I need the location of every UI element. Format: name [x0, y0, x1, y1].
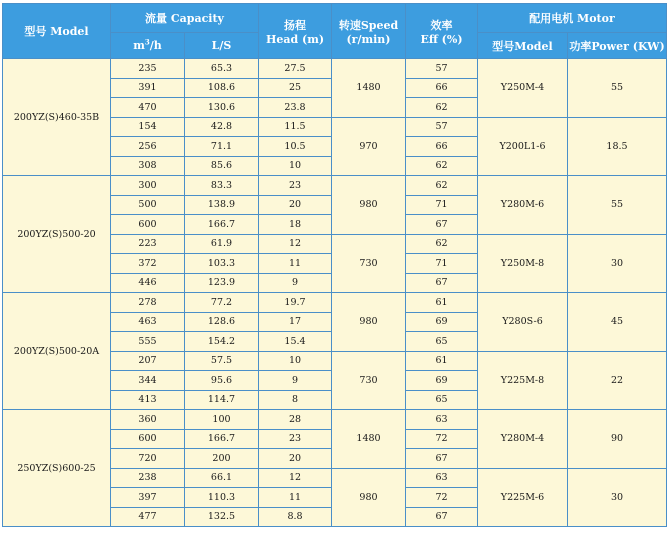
- col-cap-ls: L/S: [185, 33, 259, 59]
- cell-motor-model: Y225M-6: [478, 468, 568, 527]
- cell-head: 28: [259, 410, 332, 430]
- cell-capacity-m3h: 223: [111, 234, 185, 254]
- cell-capacity-ls: 61.9: [185, 234, 259, 254]
- cell-head: 20: [259, 195, 332, 215]
- cell-motor-power: 18.5: [568, 117, 667, 176]
- cell-eff: 66: [406, 137, 478, 157]
- cell-head: 10: [259, 351, 332, 371]
- cell-head: 17: [259, 312, 332, 332]
- col-speed-cn: 转速Speed: [338, 18, 399, 32]
- col-speed: [332, 4, 406, 59]
- col-head-en: Head (m): [265, 32, 325, 46]
- cell-capacity-m3h: 555: [111, 332, 185, 352]
- cell-capacity-ls: 166.7: [185, 215, 259, 235]
- cell-capacity-ls: 83.3: [185, 176, 259, 196]
- table-row: [3, 59, 667, 79]
- cell-model: 200YZ(S)500-20A: [3, 293, 111, 410]
- col-motor-power: 功率Power (KW): [568, 33, 667, 59]
- cell-eff: 62: [406, 234, 478, 254]
- cell-motor-power: 30: [568, 234, 667, 293]
- col-motor-model: 型号Model: [478, 33, 568, 59]
- cell-motor-model: Y200L1-6: [478, 117, 568, 176]
- cell-capacity-ls: 95.6: [185, 371, 259, 391]
- cell-head: 23: [259, 429, 332, 449]
- unit-m: m: [133, 39, 145, 52]
- cell-eff: 69: [406, 371, 478, 391]
- cell-capacity-ls: 108.6: [185, 78, 259, 98]
- cell-capacity-m3h: 720: [111, 449, 185, 469]
- cell-head: 27.5: [259, 59, 332, 79]
- cell-motor-model: Y280M-4: [478, 410, 568, 469]
- cell-capacity-m3h: 413: [111, 390, 185, 410]
- cell-motor-power: 30: [568, 468, 667, 527]
- cell-capacity-ls: 85.6: [185, 156, 259, 176]
- cell-eff: 62: [406, 156, 478, 176]
- cell-speed: 1480: [332, 59, 406, 118]
- cell-capacity-ls: 100: [185, 410, 259, 430]
- cell-speed: 730: [332, 234, 406, 293]
- cell-speed: 980: [332, 468, 406, 527]
- cell-head: 18: [259, 215, 332, 235]
- cell-capacity-ls: 57.5: [185, 351, 259, 371]
- col-capacity: 流量 Capacity: [111, 4, 259, 33]
- cell-capacity-ls: 42.8: [185, 117, 259, 137]
- pump-spec-table-container: [2, 3, 667, 527]
- cell-capacity-m3h: 372: [111, 254, 185, 274]
- table-body: [3, 59, 667, 527]
- cell-model: 200YZ(S)500-20: [3, 176, 111, 293]
- cell-eff: 67: [406, 215, 478, 235]
- cell-capacity-m3h: 397: [111, 488, 185, 508]
- cell-head: 11: [259, 488, 332, 508]
- col-eff: [406, 4, 478, 59]
- table-row: [3, 176, 667, 196]
- cell-head: 9: [259, 371, 332, 391]
- cell-capacity-m3h: 600: [111, 429, 185, 449]
- cell-capacity-m3h: 238: [111, 468, 185, 488]
- cell-head: 23.8: [259, 98, 332, 118]
- table-row: [3, 293, 667, 313]
- cell-capacity-m3h: 391: [111, 78, 185, 98]
- table-row: [3, 410, 667, 430]
- cell-capacity-ls: 103.3: [185, 254, 259, 274]
- col-cap-m3h: [111, 33, 185, 59]
- cell-head: 12: [259, 468, 332, 488]
- cell-motor-model: Y280S-6: [478, 293, 568, 352]
- cell-motor-power: 55: [568, 176, 667, 235]
- cell-motor-model: Y250M-4: [478, 59, 568, 118]
- cell-eff: 63: [406, 410, 478, 430]
- cell-eff: 63: [406, 468, 478, 488]
- cell-eff: 57: [406, 117, 478, 137]
- cell-eff: 61: [406, 351, 478, 371]
- cell-capacity-m3h: 344: [111, 371, 185, 391]
- cell-head: 11: [259, 254, 332, 274]
- cell-capacity-ls: 132.5: [185, 507, 259, 527]
- cell-eff: 66: [406, 78, 478, 98]
- col-eff-cn: 效率: [430, 18, 453, 32]
- cell-head: 23: [259, 176, 332, 196]
- cell-motor-power: 22: [568, 351, 667, 410]
- col-head-cn: 扬程: [284, 18, 306, 32]
- cell-motor-power: 45: [568, 293, 667, 352]
- cell-motor-power: 90: [568, 410, 667, 469]
- cell-eff: 57: [406, 59, 478, 79]
- cell-capacity-ls: 128.6: [185, 312, 259, 332]
- cell-speed: 980: [332, 293, 406, 352]
- cell-eff: 67: [406, 449, 478, 469]
- cell-capacity-ls: 166.7: [185, 429, 259, 449]
- cell-capacity-ls: 130.6: [185, 98, 259, 118]
- cell-eff: 62: [406, 98, 478, 118]
- col-motor: 配用电机 Motor: [478, 4, 667, 33]
- cell-capacity-m3h: 477: [111, 507, 185, 527]
- cell-head: 9: [259, 273, 332, 293]
- cell-capacity-m3h: 256: [111, 137, 185, 157]
- cell-capacity-ls: 77.2: [185, 293, 259, 313]
- cell-eff: 67: [406, 273, 478, 293]
- col-head: [259, 4, 332, 59]
- cell-head: 10: [259, 156, 332, 176]
- cell-capacity-ls: 138.9: [185, 195, 259, 215]
- cell-capacity-m3h: 600: [111, 215, 185, 235]
- cell-motor-power: 55: [568, 59, 667, 118]
- cell-head: 20: [259, 449, 332, 469]
- cell-head: 8: [259, 390, 332, 410]
- cell-capacity-m3h: 360: [111, 410, 185, 430]
- cell-capacity-m3h: 500: [111, 195, 185, 215]
- cell-capacity-m3h: 278: [111, 293, 185, 313]
- cell-speed: 980: [332, 176, 406, 235]
- cell-capacity-m3h: 470: [111, 98, 185, 118]
- cell-eff: 72: [406, 429, 478, 449]
- table-header: [3, 4, 667, 59]
- cell-head: 19.7: [259, 293, 332, 313]
- col-speed-en: (r/min): [346, 32, 391, 46]
- cell-head: 10.5: [259, 137, 332, 157]
- cell-eff: 69: [406, 312, 478, 332]
- cell-capacity-ls: 123.9: [185, 273, 259, 293]
- cell-speed: 1480: [332, 410, 406, 469]
- cell-capacity-m3h: 207: [111, 351, 185, 371]
- cell-capacity-ls: 65.3: [185, 59, 259, 79]
- cell-capacity-m3h: 300: [111, 176, 185, 196]
- cell-speed: 730: [332, 351, 406, 410]
- cell-capacity-ls: 154.2: [185, 332, 259, 352]
- cell-head: 25: [259, 78, 332, 98]
- cell-eff: 67: [406, 507, 478, 527]
- cell-speed: 970: [332, 117, 406, 176]
- col-eff-en: Eff (%): [420, 32, 463, 46]
- cell-capacity-m3h: 308: [111, 156, 185, 176]
- cell-eff: 71: [406, 254, 478, 274]
- cell-capacity-ls: 71.1: [185, 137, 259, 157]
- cell-eff: 61: [406, 293, 478, 313]
- cell-capacity-ls: 66.1: [185, 468, 259, 488]
- cell-capacity-m3h: 463: [111, 312, 185, 332]
- cell-head: 12: [259, 234, 332, 254]
- cell-capacity-m3h: 235: [111, 59, 185, 79]
- cell-capacity-m3h: 446: [111, 273, 185, 293]
- cell-motor-model: Y250M-8: [478, 234, 568, 293]
- cell-eff: 65: [406, 390, 478, 410]
- cell-motor-model: Y280M-6: [478, 176, 568, 235]
- cell-head: 11.5: [259, 117, 332, 137]
- cell-motor-model: Y225M-8: [478, 351, 568, 410]
- cell-eff: 71: [406, 195, 478, 215]
- cell-model: 250YZ(S)600-25: [3, 410, 111, 527]
- cell-capacity-m3h: 154: [111, 117, 185, 137]
- cell-eff: 62: [406, 176, 478, 196]
- unit-per-hour: /h: [149, 39, 162, 52]
- cell-model: 200YZ(S)460-35B: [3, 59, 111, 176]
- cell-capacity-ls: 110.3: [185, 488, 259, 508]
- cell-head: 8.8: [259, 507, 332, 527]
- col-model: 型号 Model: [3, 4, 111, 59]
- cell-head: 15.4: [259, 332, 332, 352]
- cell-eff: 65: [406, 332, 478, 352]
- cell-eff: 72: [406, 488, 478, 508]
- cell-capacity-ls: 200: [185, 449, 259, 469]
- cell-capacity-ls: 114.7: [185, 390, 259, 410]
- pump-spec-table: [2, 3, 667, 527]
- unit-sup: 3: [144, 37, 150, 47]
